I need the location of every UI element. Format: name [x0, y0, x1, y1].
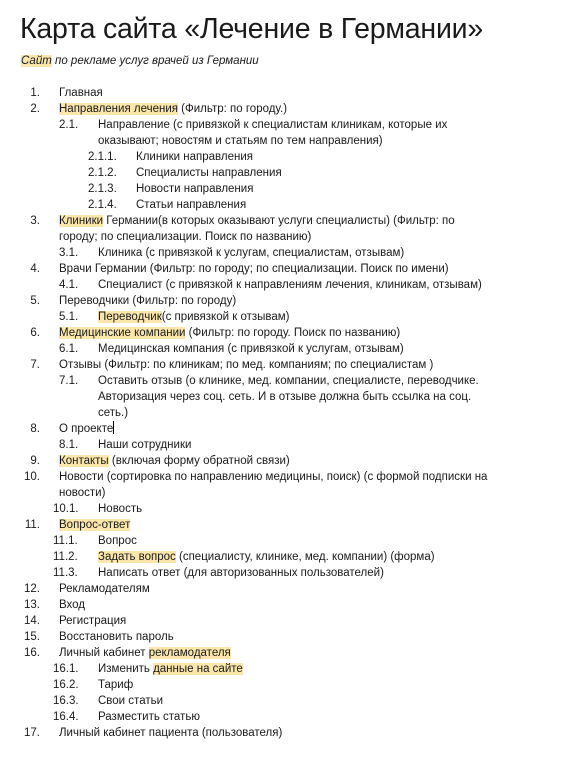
text-segment: Специалисты направления [136, 167, 282, 179]
text-segment: Вход [59, 599, 86, 611]
list-item [0, 469, 567, 501]
list-item-text [59, 469, 489, 501]
list-item-text [59, 581, 489, 597]
list-item-text [98, 277, 490, 293]
text-segment: Регистрация [59, 615, 127, 627]
highlighted-text: Направления лечения [59, 103, 178, 115]
text-segment: (включая форму обратной связи) [108, 455, 290, 467]
list-item-number: 14. [24, 615, 40, 627]
list-item-number: 16.1. [53, 663, 79, 675]
text-segment: Восстановить пароль [59, 631, 174, 643]
highlighted-text: Переводчик [98, 311, 162, 323]
list-item [0, 501, 567, 517]
text-segment: Наши сотрудники [98, 439, 192, 451]
text-segment: Написать ответ (для авторизованных пользователей) [98, 567, 384, 579]
list-item-text [98, 117, 490, 149]
list-item-text [59, 261, 489, 277]
text-segment: Изменить [98, 663, 154, 675]
text-segment: Главная [59, 87, 103, 99]
list-item-number: 10. [24, 471, 40, 483]
list-item [0, 581, 567, 597]
list-item [0, 597, 567, 613]
text-segment: Переводчики (Фильтр: по городу) [59, 295, 237, 307]
list-item [0, 309, 567, 325]
list-item [0, 645, 567, 661]
list-item-number: 16.2. [53, 679, 79, 691]
list-item-text [136, 149, 476, 165]
list-item-number: 11.1. [53, 535, 78, 547]
list-item-text [98, 437, 490, 453]
list-item-number: 6. [30, 327, 40, 339]
highlighted-text: данные на сайте [153, 663, 243, 675]
highlighted-text: Медицинские компании [59, 327, 186, 339]
list-item [0, 725, 567, 741]
text-segment: (специалисту, клинике, мед. компании) (форма) [175, 551, 435, 563]
list-item [0, 357, 567, 373]
text-segment: Рекламодателям [59, 583, 150, 595]
text-segment: Статьи направления [136, 199, 247, 211]
text-segment: Вопрос [98, 535, 137, 547]
list-item-number: 5.1. [59, 311, 79, 323]
list-item [0, 325, 567, 341]
text-segment: Новость [98, 503, 143, 515]
list-item-number: 4.1. [59, 279, 79, 291]
list-item-text [59, 613, 489, 629]
list-item-number: 2.1. [59, 119, 79, 131]
list-item [0, 517, 567, 533]
list-item-text [98, 341, 490, 357]
text-segment: Клиника (с привязкой к услугам, специалистам, отзывам) [98, 247, 405, 259]
list-item-number: 2.1.3. [88, 183, 117, 195]
list-item-text [59, 629, 489, 645]
list-item-number: 8.1. [59, 439, 79, 451]
text-cursor [113, 421, 114, 434]
list-item [0, 373, 567, 421]
list-item [0, 533, 567, 549]
list-item-number: 5. [30, 295, 40, 307]
list-item-text [59, 213, 489, 245]
list-item [0, 661, 567, 677]
list-item-number: 17. [24, 727, 40, 739]
list-item [0, 181, 567, 197]
highlighted-text: Клиники [59, 215, 104, 227]
text-segment: Отзывы (Фильтр: по клиникам; по мед. компаниям; по специалистам ) [59, 359, 434, 371]
list-item [0, 165, 567, 181]
text-segment: Новости направления [136, 183, 254, 195]
text-segment: (с привязкой к отзывам) [161, 311, 290, 323]
text-segment: О проекте [59, 423, 114, 435]
list-item-text [59, 101, 489, 117]
list-item-number: 2.1.2. [88, 167, 117, 179]
text-segment: Разместить статью [98, 711, 200, 723]
list-item-number: 11.2. [53, 551, 78, 563]
text-segment: Клиники направления [136, 151, 253, 163]
list-item [0, 149, 567, 165]
document-subtitle [21, 53, 259, 69]
list-item-text [59, 725, 489, 741]
list-item-text [59, 325, 489, 341]
list-item-text [98, 709, 490, 725]
list-item-number: 2. [30, 103, 40, 115]
list-item [0, 245, 567, 261]
list-item-number: 8. [30, 423, 40, 435]
text-segment: Личный кабинет [59, 647, 149, 659]
list-item-text [98, 565, 490, 581]
list-item [0, 85, 567, 101]
list-item [0, 293, 567, 309]
list-item-text [59, 597, 489, 613]
list-item-text [59, 645, 489, 661]
list-item [0, 709, 567, 725]
text-segment: Новости (сортировка по направлению медицины, поиск) (с формой подписки на новости) [59, 471, 488, 499]
list-item-text [136, 165, 476, 181]
text-segment: (Фильтр: по городу.) [177, 103, 288, 115]
text-segment: (Фильтр: по городу. Поиск по названию) [185, 327, 401, 339]
list-item-text [98, 533, 490, 549]
list-item [0, 101, 567, 117]
list-item-number: 16.4. [53, 711, 79, 723]
list-item-number: 2.1.4. [88, 199, 117, 211]
list-item [0, 421, 567, 437]
list-item-number: 2.1.1. [88, 151, 117, 163]
list-item-text [98, 245, 490, 261]
list-item [0, 437, 567, 453]
list-item [0, 565, 567, 581]
list-item-number: 13. [24, 599, 40, 611]
list-item-text [98, 549, 490, 565]
list-item-number: 11.3. [53, 567, 78, 579]
list-item-number: 7. [30, 359, 40, 371]
list-item-text [136, 197, 476, 213]
list-item [0, 677, 567, 693]
list-item-number: 1. [30, 87, 40, 99]
list-item-text [59, 357, 489, 373]
highlighted-text: Вопрос-ответ [59, 519, 131, 531]
list-item-number: 15. [24, 631, 40, 643]
highlighted-text: рекламодателя [148, 647, 231, 659]
list-item [0, 693, 567, 709]
text-segment: Свои статьи [98, 695, 164, 707]
list-item [0, 341, 567, 357]
list-item-number: 16.3. [53, 695, 79, 707]
list-item-text [98, 661, 490, 677]
text-segment: Медицинская компания (с привязкой к услугам, отзывам) [98, 343, 404, 355]
list-item-text [59, 293, 489, 309]
list-item-text [59, 421, 489, 437]
sitemap-list [0, 85, 567, 741]
list-item-number: 9. [30, 455, 40, 467]
list-item [0, 213, 567, 245]
list-item-text [136, 181, 476, 197]
list-item [0, 197, 567, 213]
text-segment: Оставить отзыв (о клинике, мед. компании, специалисте, переводчике. Авторизация через соц. сеть. И в отзыве должна быть ссылка на соц. сеть.) [98, 375, 479, 419]
subtitle-text: по рекламе услуг врачей из Германии [51, 55, 259, 67]
document-title: Карта сайта «Лечение в Германии» [20, 13, 484, 45]
list-item-number: 7.1. [59, 375, 79, 387]
list-item-text [59, 85, 489, 101]
list-item-text [98, 693, 490, 709]
list-item [0, 453, 567, 469]
text-segment: Специалист (с привязкой к направлениям лечения, клиникам, отзывам) [98, 279, 482, 291]
list-item-text [98, 501, 490, 517]
list-item [0, 613, 567, 629]
list-item-number: 12. [24, 583, 40, 595]
list-item-number: 6.1. [59, 343, 79, 355]
list-item-text [59, 453, 489, 469]
list-item-number: 3. [30, 215, 40, 227]
list-item-text [98, 373, 490, 421]
list-item [0, 277, 567, 293]
list-item-number: 3.1. [59, 247, 79, 259]
text-segment: Направление (с привязкой к специалистам клиникам, которые их оказывают; новостям и статьям по тем направления) [98, 119, 448, 147]
list-item-number: 16. [24, 647, 40, 659]
text-segment: Врачи Германии (Фильтр: по городу; по специализации. Поиск по имени) [59, 263, 449, 275]
list-item [0, 549, 567, 565]
highlighted-text: Задать вопрос [98, 551, 176, 563]
text-segment: Тариф [98, 679, 134, 691]
list-item-number: 11. [24, 519, 40, 531]
list-item [0, 261, 567, 277]
text-segment: Личный кабинет пациента (пользователя) [59, 727, 283, 739]
list-item-text [98, 309, 490, 325]
highlighted-text: Контакты [59, 455, 109, 467]
list-item-number: 10.1. [53, 503, 79, 515]
list-item-text [98, 677, 490, 693]
subtitle-highlight: Сайт [21, 55, 52, 67]
list-item [0, 629, 567, 645]
list-item-number: 4. [30, 263, 40, 275]
text-segment: Германии(в которых оказывают услуги специалисты) (Фильтр: по городу; по специализации. Поиск по названию) [59, 215, 455, 243]
list-item-text [59, 517, 489, 533]
list-item [0, 117, 567, 149]
